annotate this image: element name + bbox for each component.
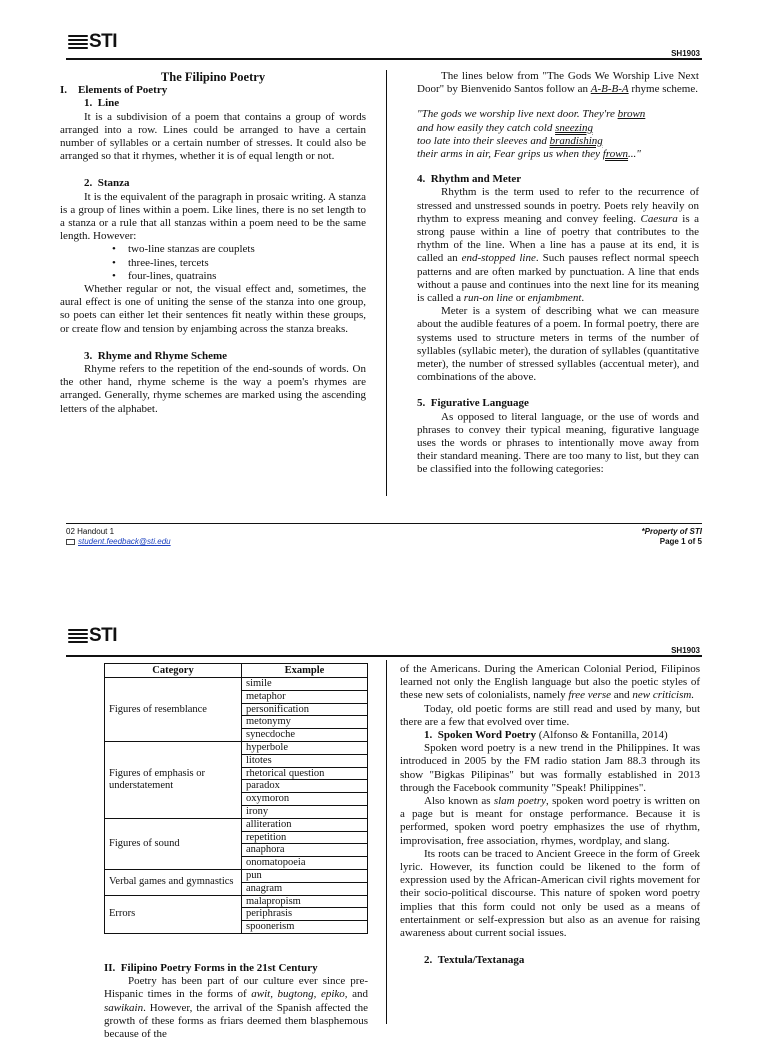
header-rule [66,58,702,60]
doc-code: SH1903 [671,646,700,655]
poem-quote: "The gods we worship live next door. They're brown and how easily they catch cold sneezing too late into their sleeves and brandishing their arms in air, Fear grips us when they frown..." [417,108,646,161]
list-item: • three-lines, tercets [112,257,366,270]
table-row [105,678,368,691]
sti-logo: STI [68,34,117,50]
page-number: Page 1 of 5 [659,537,702,546]
subsection-heading: 1. Line [84,97,120,110]
table-header: Example [242,664,368,678]
column-divider [386,660,387,1024]
category-cell: Verbal games and gymnastics [105,869,242,895]
paragraph: Rhyme refers to the repetition of the end-sounds of words. On the other hand, rhyme scheme is the way a poem's rhymes are arranged. Generally, rhyme schemes are marked using the ascending letters of the alphabet. [60,363,366,415]
example-cell: personification [242,703,368,716]
example-cell: oxymoron [242,793,368,806]
example-cell: synecdoche [242,729,368,742]
doc-code: SH1903 [671,49,700,58]
example-cell: anaphora [242,844,368,857]
paragraph: Its roots can be traced to Ancient Greece in the form of Greek lyric. However, its function could be likened to the form of expression used by the African-American civil rights movement for their socio-political discourse. This nature of spoken word poetry implies that this form could not only be used as a means of entertainment or self-expression but also as an avenue for raising awareness about current social issues. [400,847,700,940]
paragraph: It is a subdivision of a poem that contains a group of words arranged into a row. Lines could be arranged to have a certain number of syllables or a certain number of stresses. It could also be arranged so that it rhymes, whether it is of equal length or not. [60,110,366,163]
paragraph: Also known as slam poetry, spoken word poetry is written on a page but is meant for onstage performance. Because it is performed, spoken word poetry emphasizes the use of rhythm, improvisation, free association, rhymes, wordplay, and slang. [400,795,701,847]
paragraph: Whether regular or not, the visual effect and, sometimes, the aural effect is one of uniting the sense of the stanza into one group, so poets can either let their sentences fit neatly within these groups, or create flow and tension by enjambing across the stanza breaks. [60,283,366,335]
example-cell: paradox [242,780,368,793]
sti-logo-mark-icon [68,34,88,50]
paragraph: Meter is a system of describing what we can measure about the audible features of a poem. In formal poetry, there are systems used to structure meters in terms of the number of syllables (syllabic meter), the duration of syllables (quantitative meter), the number of stressed syllables (accentual meter), and combinations of the above. [417,305,699,384]
page2-left-column [104,962,368,1041]
subsection-heading: 2. Stanza [84,177,130,190]
table-header: Category [105,664,242,678]
envelope-icon [66,539,75,545]
example-cell: pun [242,869,368,882]
list-item: • four-lines, quatrains [112,270,366,283]
example-cell: repetition [242,831,368,844]
feedback-email-link[interactable]: student.feedback@sti.edu [66,537,171,547]
sti-logo: STI [68,628,117,644]
list-item: • two-line stanzas are couplets [112,243,366,256]
property-notice: *Property of STI [641,527,702,536]
section-heading: II. Filipino Poetry Forms in the 21st Century [104,962,318,974]
example-cell: spoonerism [242,921,368,934]
category-cell: Errors [105,895,242,933]
subsection-heading: 5. Figurative Language [417,397,529,410]
example-cell: metonymy [242,716,368,729]
example-cell: periphrasis [242,908,368,921]
header-rule [66,655,702,657]
example-cell: alliteration [242,818,368,831]
page-title: The Filipino Poetry [160,70,266,84]
sti-logo-mark-icon [68,628,88,644]
footer-handout-label: 02 Handout 1 [66,527,115,536]
left-column [60,71,366,416]
example-cell: simile [242,678,368,691]
page-footer [66,523,702,546]
paragraph: Today, old poetic forms are still read and used by many, but there are a few that evolved over time. [400,702,700,728]
figurative-categories-table [104,663,368,934]
subsection-heading: 2. Textula/Textanaga [424,954,525,967]
table-row [105,818,368,831]
table-row [105,741,368,754]
paragraph: The lines below from "The Gods We Worship Live Next Door" by Bienvenido Santos follow an A-B-B-A rhyme scheme. [417,70,699,96]
column-divider [386,70,387,496]
example-cell: hyperbole [242,741,368,754]
page2-right-column [400,663,700,967]
table-row [105,869,368,882]
example-cell: litotes [242,754,368,767]
category-cell: Figures of emphasis or understatement [105,741,242,818]
paragraph: of the Americans. During the American Colonial Period, Filipinos learned not only the English language but also the poetic styles of these new sets of colonialists, namely free verse and new criticism. [400,663,700,702]
example-cell: irony [242,805,368,818]
subsection-heading: 3. Rhyme and Rhyme Scheme [84,349,227,362]
example-cell: anagram [242,882,368,895]
example-cell: rhetorical question [242,767,368,780]
paragraph: Rhythm is the term used to refer to the recurrence of stressed and unstressed sounds in poetry. Poets rely heavily on rhythm to express meaning and convey feeling. Caesura is a strong pause within a line of poetry that contributes to the rhythm of the line. When a line has a pause at its end, it is called an end-stopped line. Such pauses reflect normal speech patterns and are often marked by punctuation. A line that ends without a pause and continues into the next line for its meaning is called a run-on line or enjambment. [417,186,699,305]
category-cell: Figures of sound [105,818,242,869]
page-gap [0,560,768,620]
paragraph: It is the equivalent of the paragraph in prosaic writing. A stanza is a group of lines within a poem. Like lines, there is no set length to a stanza or a rule that all stanzas within a poem need to be the same length. However: [60,190,366,243]
subsection-heading: 1. Spoken Word Poetry (Alfonso & Fontanilla, 2014) [424,729,668,742]
right-column [417,70,699,477]
table-row [105,895,368,908]
stanza-list [112,243,366,283]
example-cell: onomatopoeia [242,857,368,870]
paragraph: Poetry has been part of our culture ever since pre-Hispanic times in the forms of awit, bugtong, epiko, and sawikain. However, the arrival of the Spanish affected the growth of these forms as friars deemed them blasphemous because of the [104,975,368,1041]
example-cell: malapropism [242,895,368,908]
category-cell: Figures of resemblance [105,678,242,742]
subsection-heading: 4. Rhythm and Meter [417,173,522,186]
example-cell: metaphor [242,690,368,703]
rhyme-scheme-pattern: A-B-B-A [590,83,629,96]
paragraph: As opposed to literal language, or the use of words and phrases to convey their typical meaning, figurative language uses the words or phrases to intentionally move away from their standard meaning. There are too many to list, but they can be classified into the following categories: [417,410,699,476]
section-heading: I. Elements of Poetry [60,84,168,97]
paragraph: Spoken word poetry is a new trend in the Philippines. It was introduced in 2005 by the FM radio station Jam 88.3 through its show "Bigkas Pilipinas" but was formally established in 2013 through the Facebook community "Speak! Philippines". [400,742,700,794]
